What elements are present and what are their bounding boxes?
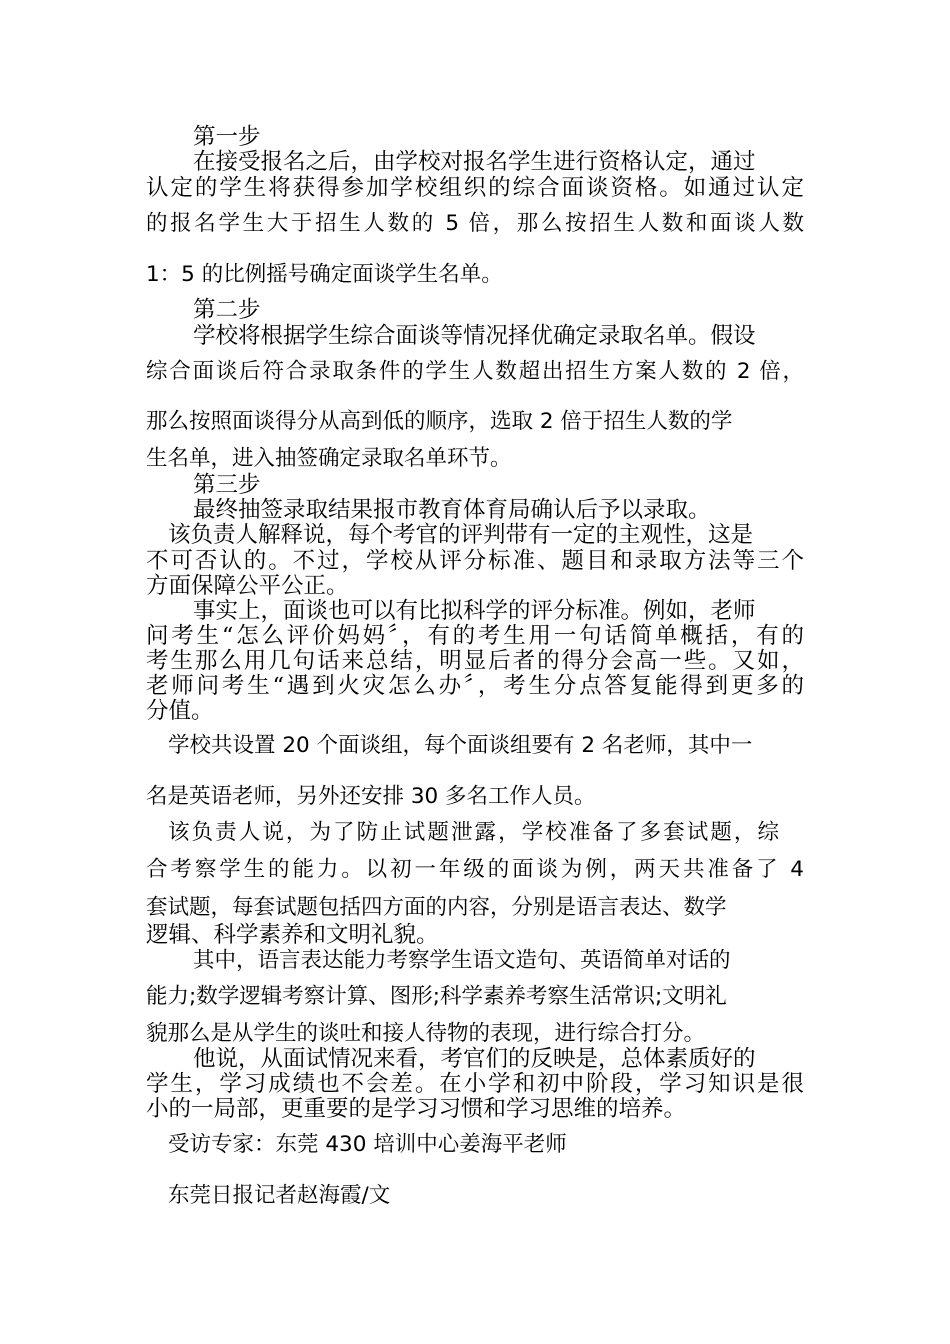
paragraph-line: 1：5 的比例摇号确定面谈学生名单。 [146,262,503,287]
paragraph-line: 学校将根据学生综合面谈等情况择优确定录取名单。假设 [193,323,756,349]
step-one-heading: 第一步 [193,124,261,150]
reporter-credit: 东莞日报记者赵海霞/文 [168,1183,391,1208]
paragraph-line: 分值。 [146,698,214,724]
paragraph-line: 不可否认的。不过，学校从评分标准、题目和录取方法等三个 [146,548,804,574]
paragraph-line: 能力;数学逻辑考察计算、图形;科学素养考察生活常识;文明礼 [146,984,727,1009]
paragraph-line: 套试题，每套试题包括四方面的内容，分别是语言表达、数学 [146,895,727,920]
paragraph-line: 老师问考生“遇到火灾怎么办〞，考生分点答复能得到更多的 [146,673,804,699]
paragraph-line: 学校共设置 20 个面谈组，每个面谈组要有 2 名老师，其中一 [168,733,753,758]
paragraph-line: 貌那么是从学生的谈吐和接人待物的表现，进行综合打分。 [146,1021,706,1046]
paragraph-line: 生名单，进入抽签确定录取名单环节。 [146,446,512,471]
paragraph-line: 认定的学生将获得参加学校组织的综合面谈资格。如通过认定 [146,175,804,201]
paragraph-line: 在接受报名之后，由学校对报名学生进行资格认定，通过 [193,149,756,175]
paragraph-line: 学生，学习成绩也不会差。在小学和初中阶段，学习知识是很 [146,1071,804,1097]
paragraph-line: 小的一局部，更重要的是学习习惯和学习思维的培养。 [146,1096,687,1122]
step-three-heading: 第三步 [193,472,261,498]
step-two-heading: 第二步 [193,297,261,323]
paragraph-line: 其中，语言表达能力考察学生语文造句、英语简单对话的 [193,948,731,973]
paragraph-line: 方面保障公平公正。 [146,573,349,599]
paragraph-line: 名是英语老师，另外还安排 30 多名工作人员。 [146,784,596,809]
paragraph-line: 该负责人说，为了防止试题泄露，学校准备了多套试题，综 [168,820,779,845]
paragraph-line: 他说，从面试情况来看，考官们的反映是，总体素质好的 [193,1046,756,1072]
paragraph-line: 考生那么用几句话来总结，明显后者的得分会高一些。又如， [146,648,804,674]
expert-credit: 受访专家：东莞 430 培训中心姜海平老师 [168,1132,567,1157]
paragraph-line: 该负责人解释说，每个考官的评判带有一定的主观性，这是 [168,522,754,548]
paragraph-line: 事实上，面谈也可以有比拟科学的评分标准。例如，老师 [193,598,756,624]
paragraph-line: 问考生“怎么评价妈妈〞，有的考生用一句话简单概括，有的 [146,623,804,649]
paragraph-line: 的报名学生大于招生人数的 5 倍，那么按招生人数和面谈人数 [146,211,804,236]
paragraph-line: 那么按照面谈得分从高到低的顺序，选取 2 倍于招生人数的学 [146,409,733,434]
paragraph-line: 最终抽签录取结果报市教育体育局确认后予以录取。 [193,497,711,523]
paragraph-line: 逻辑、科学素养和文明礼貌。 [146,922,439,948]
paragraph-line: 合考察学生的能力。以初一年级的面谈为例，两天共准备了 4 [146,857,804,882]
paragraph-line: 综合面谈后符合录取条件的学生人数超出招生方案人数的 2 倍， [146,359,804,384]
